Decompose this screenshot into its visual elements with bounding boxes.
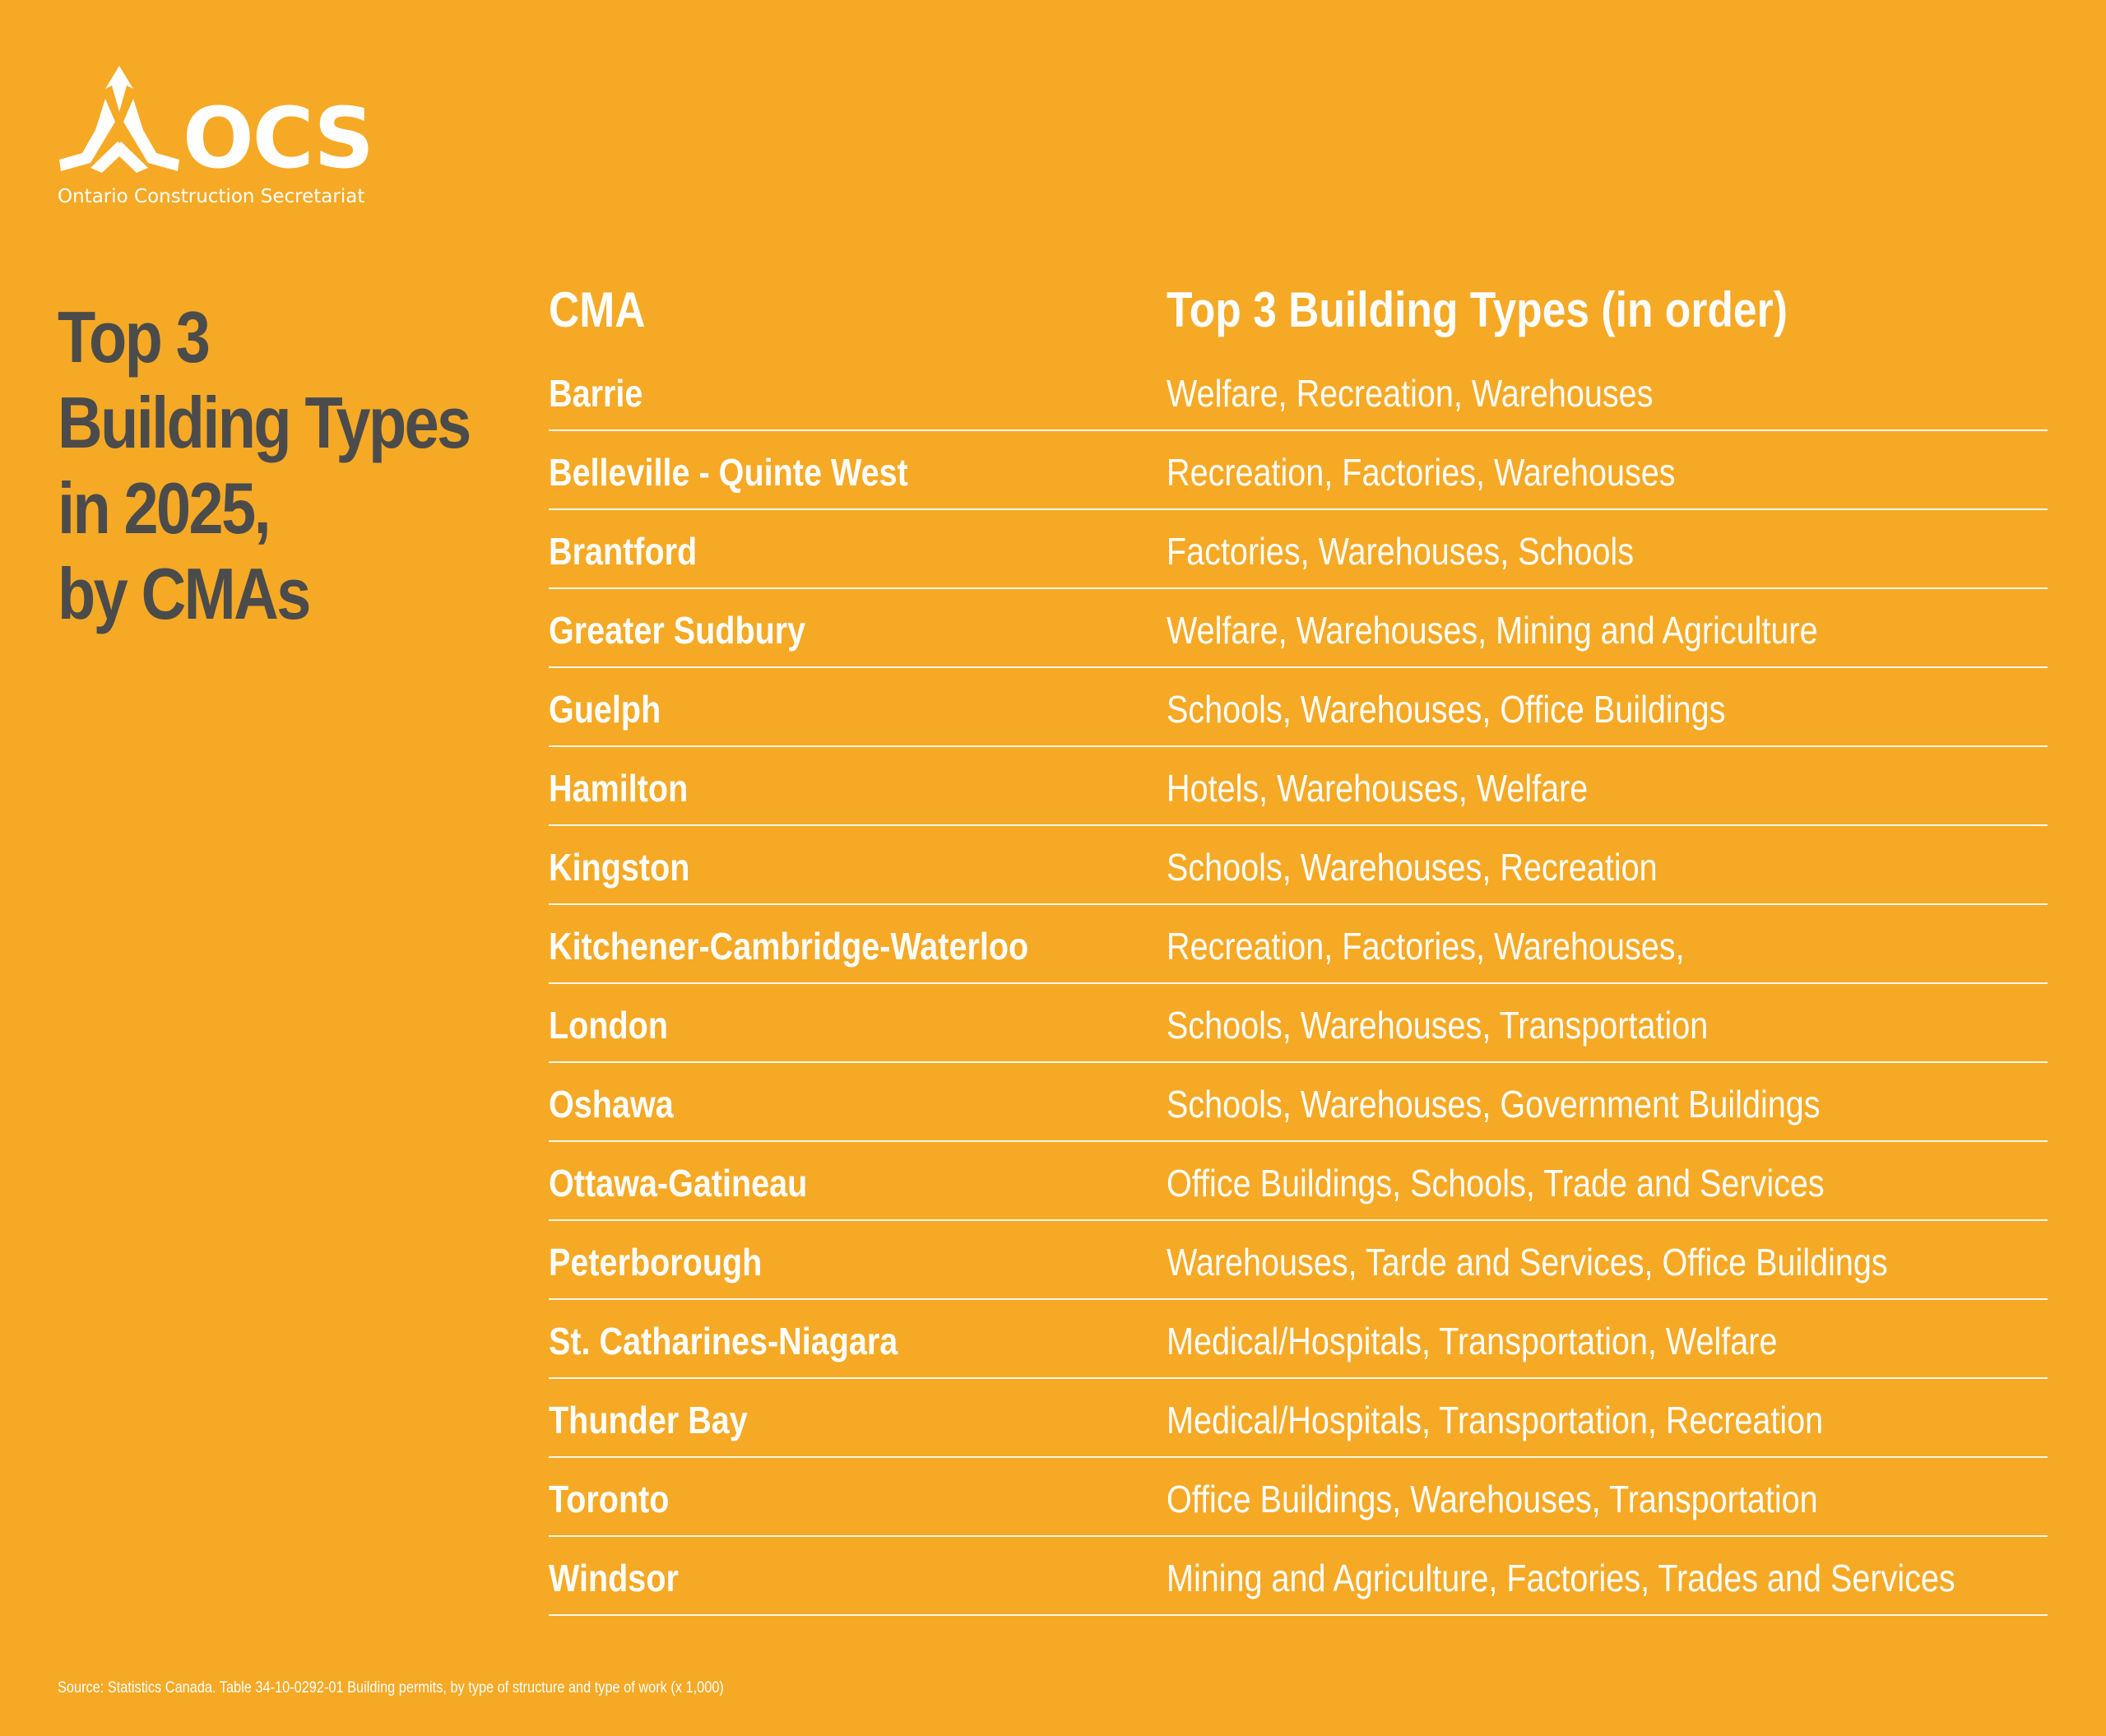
cma-name: Guelph <box>549 688 661 731</box>
header-cma: CMA <box>549 282 646 337</box>
page-title-line: Building Types <box>58 382 470 463</box>
building-types: Schools, Warehouses, Recreation <box>1167 846 1658 889</box>
table-row <box>549 352 2048 431</box>
table-row <box>549 1379 2048 1458</box>
building-types: Medical/Hospitals, Transportation, Welfare <box>1167 1320 1778 1362</box>
cma-name: Hamilton <box>549 767 689 810</box>
cma-name: Peterborough <box>549 1241 763 1283</box>
table-row <box>549 905 2048 984</box>
table-row <box>549 1458 2048 1537</box>
table-row <box>549 747 2048 826</box>
table-row <box>549 826 2048 905</box>
cma-name: Oshawa <box>549 1083 674 1126</box>
building-types: Recreation, Factories, Warehouses, <box>1167 925 1685 968</box>
table-row <box>549 984 2048 1063</box>
cma-name: Kitchener-Cambridge-Waterloo <box>549 925 1029 968</box>
building-types: Mining and Agriculture, Factories, Trades and Services <box>1167 1557 1955 1599</box>
page-title <box>58 295 470 637</box>
building-types: Hotels, Warehouses, Welfare <box>1167 767 1589 810</box>
cma-name: Brantford <box>549 530 698 573</box>
ocs-flame-icon <box>58 64 181 175</box>
page-title-line: in 2025, <box>58 467 270 549</box>
ocs-logo <box>58 64 403 212</box>
building-types: Schools, Warehouses, Office Buildings <box>1167 688 1726 731</box>
building-types: Schools, Warehouses, Government Buildings <box>1167 1083 1821 1126</box>
cma-name: Toronto <box>549 1478 670 1520</box>
table-header <box>549 273 2048 352</box>
building-types: Schools, Warehouses, Transportation <box>1167 1004 1709 1047</box>
cma-name: Greater Sudbury <box>549 609 806 652</box>
page-title-line: by CMAs <box>58 553 309 634</box>
building-types: Recreation, Factories, Warehouses <box>1167 451 1676 494</box>
table-row <box>549 1063 2048 1142</box>
header-building-types: Top 3 Building Types (in order) <box>1167 282 1788 337</box>
cma-name: Belleville - Quinte West <box>549 451 908 494</box>
building-types-table <box>549 273 2048 1616</box>
cma-name: Barrie <box>549 372 643 415</box>
building-types: Factories, Warehouses, Schools <box>1167 530 1635 573</box>
cma-name: Windsor <box>549 1557 679 1599</box>
page-title-line: Top 3 <box>58 296 209 378</box>
table-row <box>549 1537 2048 1616</box>
table-row <box>549 431 2048 510</box>
source-note: Source: Statistics Canada. Table 34-10-0292-01 Building permits, by type of structure and type of work (x 1,000) <box>58 1679 724 1697</box>
cma-name: Kingston <box>549 846 690 889</box>
building-types: Office Buildings, Schools, Trade and Services <box>1167 1162 1825 1205</box>
cma-name: Ottawa-Gatineau <box>549 1162 808 1205</box>
building-types: Warehouses, Tarde and Services, Office Buildings <box>1167 1241 1888 1283</box>
building-types: Welfare, Recreation, Warehouses <box>1167 372 1654 415</box>
table-row <box>549 589 2048 668</box>
cma-name: Thunder Bay <box>549 1399 748 1441</box>
table-row <box>549 1300 2048 1379</box>
logo-wordmark: OCS <box>183 90 373 188</box>
cma-name: St. Catharines-Niagara <box>549 1320 898 1362</box>
cma-name: London <box>549 1004 668 1047</box>
table-row <box>549 668 2048 747</box>
table-row <box>549 1142 2048 1221</box>
building-types: Office Buildings, Warehouses, Transportation <box>1167 1478 1818 1520</box>
logo-subtitle: Ontario Construction Secretariat <box>58 186 365 207</box>
building-types: Medical/Hospitals, Transportation, Recreation <box>1167 1399 1824 1441</box>
table-row <box>549 1221 2048 1300</box>
table-body <box>549 352 2048 1616</box>
building-types: Welfare, Warehouses, Mining and Agriculture <box>1167 609 1818 652</box>
table-row <box>549 510 2048 589</box>
